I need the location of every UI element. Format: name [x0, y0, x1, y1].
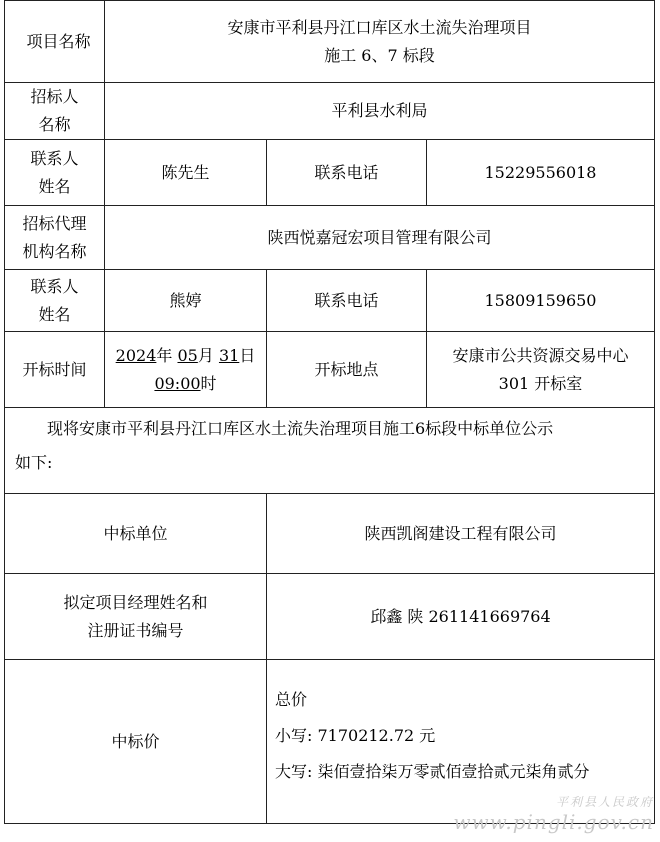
contact-label-2 — [5, 270, 105, 332]
pm-label — [5, 574, 267, 660]
agency-label — [5, 206, 105, 270]
month-unit: 月 — [197, 345, 214, 365]
agency-label-line2: 机构名称 — [22, 241, 87, 261]
open-place-label: 开标地点 — [267, 332, 427, 408]
open-clock — [105, 370, 266, 398]
contact-row-2 — [5, 270, 655, 332]
watermark-site-name: 平利县人民政府 — [555, 795, 654, 809]
tenderer-row — [5, 83, 655, 140]
contact-label-1-line1: 联系人 — [30, 148, 79, 168]
open-time-label: 开标时间 — [5, 332, 105, 408]
pm-label-line2: 注册证书编号 — [87, 620, 184, 640]
pm-label-line1: 拟定项目经理姓名和 — [63, 592, 208, 612]
price-label: 中标价 — [5, 660, 267, 824]
project-row — [5, 1, 655, 83]
open-place-line1: 安康市公共资源交易中心 — [452, 345, 629, 365]
winner-row — [5, 494, 655, 574]
open-month: 05 — [177, 345, 198, 365]
project-name-line1: 安康市平利县丹江口库区水土流失治理项目 — [227, 17, 532, 37]
bid-result-table — [4, 0, 655, 824]
project-name-value — [105, 1, 655, 83]
notice-line2: 如下: — [15, 453, 53, 472]
tenderer-label-line1: 招标人 — [30, 87, 79, 106]
site-watermark — [453, 793, 654, 834]
notice-row — [5, 408, 655, 494]
tenderer-value: 平利县水利局 — [105, 83, 655, 140]
price-total-label: 总价 — [275, 690, 308, 709]
phone-value-2: 15809159650 — [427, 270, 655, 332]
contact-row-1 — [5, 140, 655, 206]
contact-name-2: 熊婷 — [105, 270, 267, 332]
contact-name-1: 陈先生 — [105, 140, 267, 206]
contact-label-1 — [5, 140, 105, 206]
agency-label-line1: 招标代理 — [22, 213, 87, 233]
open-place-line2: 301 开标室 — [498, 373, 583, 393]
contact-label-2-line1: 联系人 — [30, 276, 79, 296]
tenderer-label-line2: 名称 — [38, 115, 71, 134]
contact-label-1-line2: 姓名 — [38, 176, 71, 196]
open-time-value — [105, 332, 267, 408]
project-name-label: 项目名称 — [5, 1, 105, 83]
watermark-url: www.pingli.gov.cn — [453, 810, 654, 834]
hour-unit: 时 — [200, 373, 217, 393]
price-chinese: 大写: 柒佰壹拾柒万零贰佰壹拾贰元柒角贰分 — [275, 762, 590, 781]
agency-value: 陕西悦嘉冠宏项目管理有限公司 — [105, 206, 655, 270]
contact-label-2-line2: 姓名 — [38, 304, 71, 324]
open-year: 2024 — [115, 345, 157, 365]
pm-value: 邱鑫 陕 261141669764 — [267, 574, 655, 660]
winner-value: 陕西凯阁建设工程有限公司 — [267, 494, 655, 574]
agency-row — [5, 206, 655, 270]
open-date — [105, 342, 266, 370]
notice-line1: 现将安康市平利县丹江口库区水土流失治理项目施工6标段中标单位公示 — [47, 419, 554, 438]
tenderer-label — [5, 83, 105, 140]
phone-label-1: 联系电话 — [267, 140, 427, 206]
pm-row — [5, 574, 655, 660]
project-name-line2: 施工 6、7 标段 — [324, 45, 435, 65]
open-place-value — [427, 332, 655, 408]
phone-label-2: 联系电话 — [267, 270, 427, 332]
price-numeric: 小写: 7170212.72 元 — [275, 726, 436, 745]
open-day: 31 — [218, 345, 240, 365]
day-unit: 日 — [239, 345, 256, 365]
opening-row — [5, 332, 655, 408]
phone-value-1: 15229556018 — [427, 140, 655, 206]
open-hour-minute: 09:00 — [154, 373, 201, 393]
winner-label: 中标单位 — [5, 494, 267, 574]
year-unit: 年 — [156, 345, 173, 365]
notice-paragraph — [5, 408, 655, 494]
